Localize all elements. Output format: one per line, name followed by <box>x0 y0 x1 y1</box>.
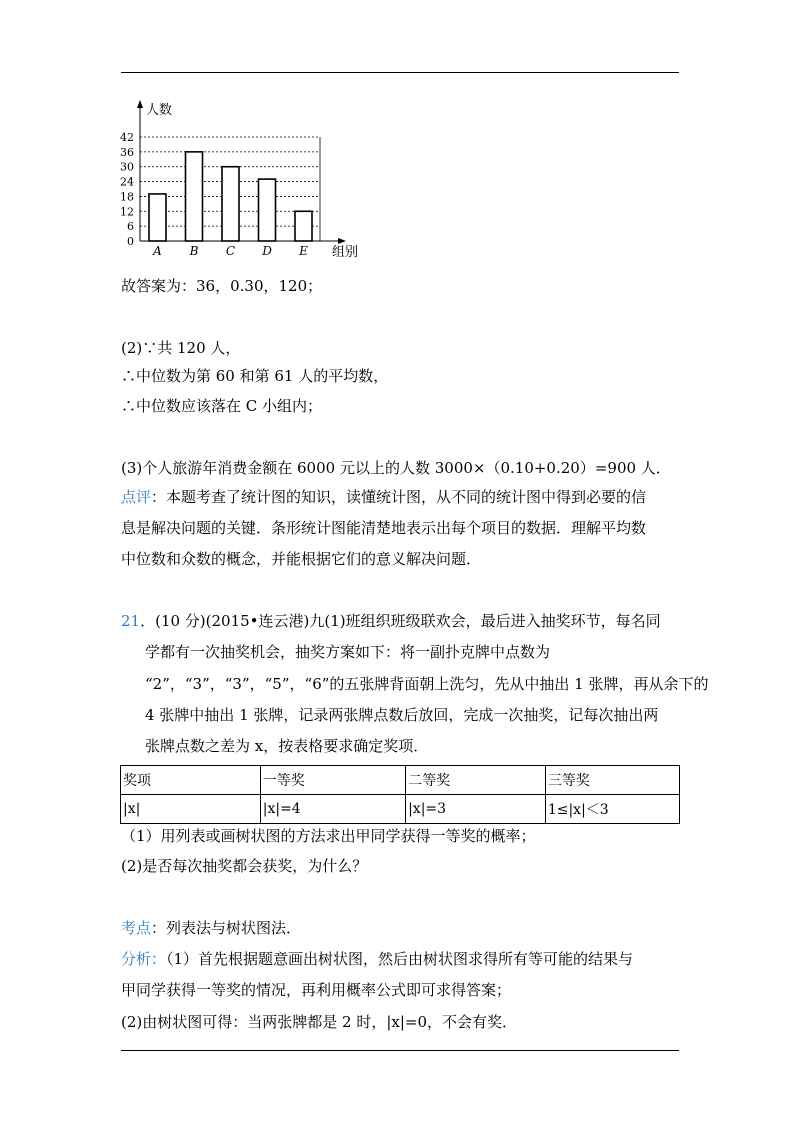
y-tick-label: 12 <box>120 205 134 219</box>
table-row <box>121 795 680 824</box>
comment-line1 <box>121 487 646 507</box>
question21-line4: 4 张牌中抽出 1 张牌，记录两张牌点数后放回，完成一次抽奖，记每次抽出两 <box>145 706 659 724</box>
fenxi-line2: 甲同学获得一等奖的情况，再利用概率公式即可求得答案； <box>121 981 512 999</box>
y-tick-label: 18 <box>120 190 134 204</box>
question21-line3: “2”，“3”，“3”，“5”，“6”的五张牌背面朝上洗匀，先从中抽出 1 张牌，再从余下的 <box>145 675 709 693</box>
y-tick-label: 6 <box>127 220 134 234</box>
bar-chart <box>110 96 370 266</box>
comment-text1: ：本题考查了统计图的知识，读懂统计图，从不同的统计图中得到必要的信 <box>151 488 647 506</box>
fenxi-line1 <box>121 949 633 969</box>
bar-A <box>149 194 166 241</box>
x-tick-label: A <box>153 244 162 258</box>
comment-line2: 息是解决问题的关键．条形统计图能清楚地表示出每个项目的数据．理解平均数 <box>121 519 647 537</box>
table-cell: 奖项 <box>121 766 261 795</box>
x-tick-label: D <box>262 244 272 258</box>
table-cell: |x|=4 <box>260 795 405 824</box>
x-axis-label: 组别 <box>332 245 359 260</box>
bar-C <box>222 167 239 241</box>
y-tick-label: 36 <box>120 145 134 159</box>
question21-line5: 张牌点数之差为 x，按表格要求确定奖项． <box>145 737 429 755</box>
y-tick-label: 24 <box>120 175 134 189</box>
kaodian-label: 考点 <box>121 919 152 937</box>
bottom-rule <box>121 1050 679 1051</box>
table-cell: 一等奖 <box>260 766 405 795</box>
table-cell: 1≤|x|＜3 <box>545 795 679 824</box>
question21-line1 <box>121 611 661 631</box>
y-axis-label: 人数 <box>146 103 173 118</box>
y-axis-arrow <box>137 100 143 108</box>
part2-line2: ∴中位数为第 60 和第 61 人的平均数， <box>121 367 389 385</box>
x-tick-label: C <box>225 244 236 258</box>
subquestion-1: （1）用列表或画树状图的方法求出甲同学获得一等奖的概率； <box>121 827 536 845</box>
table-cell: 二等奖 <box>406 766 546 795</box>
x-tick-label: E <box>299 244 308 258</box>
chart-x-ticks <box>152 244 308 258</box>
fenxi-label: 分析： <box>121 950 167 968</box>
top-rule <box>121 72 679 73</box>
kaodian-line <box>121 918 301 938</box>
part3-line: (3)个人旅游年消费金额在 6000 元以上的人数 3000×（0.10+0.20）=900 人． <box>121 459 671 477</box>
bar-E <box>295 211 312 241</box>
part2-line1: (2)∵共 120 人， <box>121 339 241 357</box>
award-table <box>120 765 680 824</box>
subquestion-2: (2)是否每次抽奖都会获奖，为什么？ <box>121 857 368 875</box>
bar-B <box>186 152 203 241</box>
x-tick-label: B <box>189 244 199 258</box>
table-cell: 三等奖 <box>545 766 679 795</box>
kaodian-text: ：列表法与树状图法． <box>151 919 302 937</box>
x-axis-arrow <box>338 238 346 244</box>
question21-line2: 学都有一次抽奖机会，抽奖方案如下：将一副扑克牌中点数为 <box>145 643 551 661</box>
fenxi-text1: （1）首先根据题意画出树状图，然后由树状图求得所有等可能的结果与 <box>166 950 634 968</box>
table-cell: |x|=3 <box>406 795 546 824</box>
question-number: 21 <box>121 612 141 630</box>
bar-D <box>259 179 276 241</box>
y-tick-label: 30 <box>120 160 134 174</box>
chart-y-ticks <box>120 131 134 248</box>
part2-line3: ∴中位数应该落在 C 小组内； <box>121 397 323 415</box>
comment-label: 点评 <box>121 488 152 506</box>
table-cell: |x| <box>121 795 261 824</box>
y-tick-label: 42 <box>120 131 134 144</box>
fenxi-line3: (2)由树状图可得：当两张牌都是 2 时，|x|=0，不会有奖． <box>121 1013 518 1031</box>
answer-line: 故答案为：36，0.30，120； <box>121 277 323 295</box>
table-header-row <box>121 766 680 795</box>
comment-line3: 中位数和众数的概念，并能根据它们的意义解决问题． <box>121 550 482 568</box>
question21-text1: ．(10 分)(2015•连云港)九(1)班组织班级联欢会，最后进入抽奖环节，每名同 <box>140 612 661 630</box>
y-tick-label: 0 <box>127 235 134 248</box>
